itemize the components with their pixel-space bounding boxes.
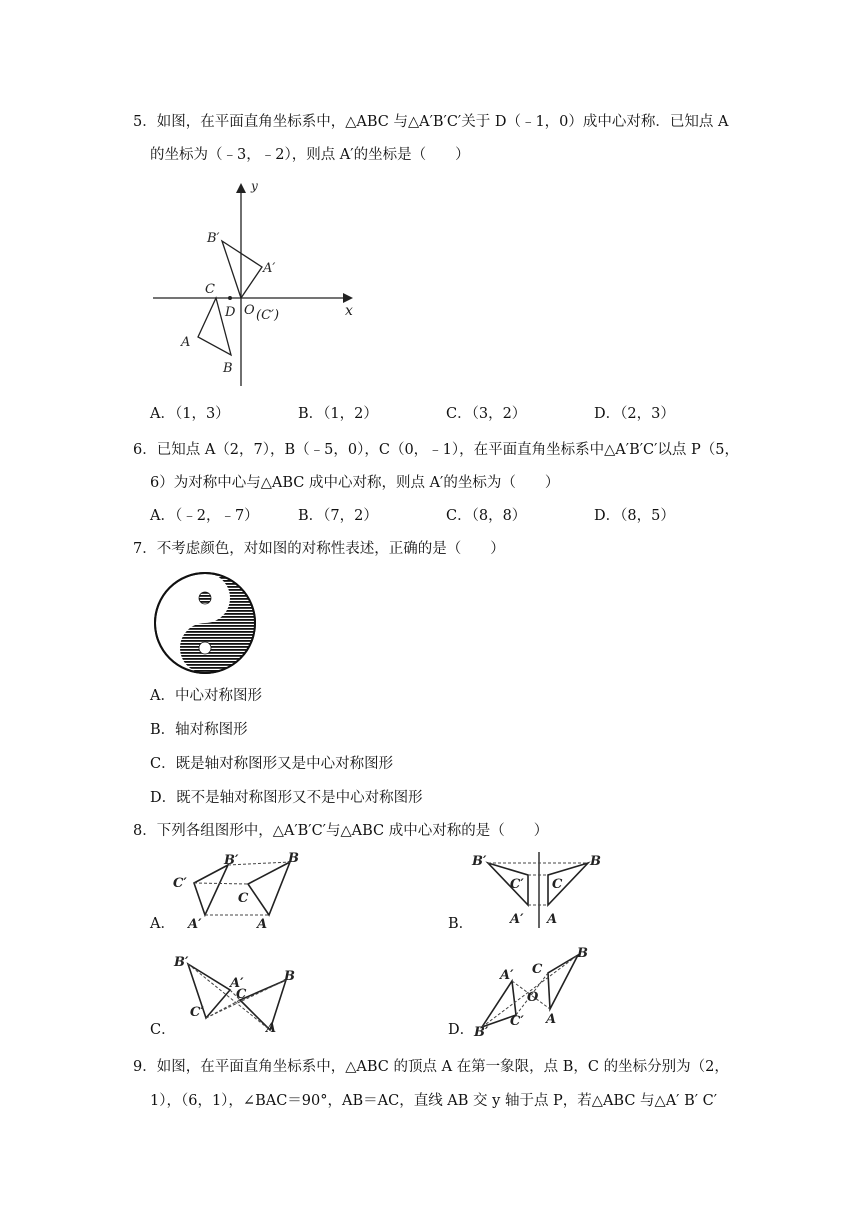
q5-option-a[interactable]: A．（1，3） — [150, 406, 230, 422]
svg-text:A: A — [257, 917, 268, 932]
q5-option-b[interactable]: B．（1，2） — [298, 406, 378, 422]
q7-option-d[interactable]: D．既不是轴对称图形又不是中心对称图形 — [150, 790, 423, 806]
label-a: A — [181, 335, 191, 350]
label-b: B — [223, 361, 233, 376]
q6-option-d[interactable]: D．（8，5） — [594, 508, 675, 524]
svg-text:B′: B′ — [224, 853, 239, 868]
q8-option-a-label[interactable]: A． — [150, 916, 175, 932]
q9-text-line1: 9．如图，在平面直角坐标系中，△ABC 的顶点 A 在第一象限，点 B，C 的坐标分别为（2， — [133, 1059, 729, 1075]
q8-option-d-label[interactable]: D． — [448, 1022, 475, 1038]
svg-text:B′: B′ — [174, 955, 189, 970]
label-c: C — [205, 282, 215, 297]
svg-text:A: A — [546, 1012, 557, 1027]
svg-text:C′: C′ — [190, 1005, 204, 1020]
label-a-prime: A′ — [263, 261, 276, 276]
q5-text-line1: 5．如图，在平面直角坐标系中，△ABC 与△A′B′C′关于 D（﹣1，0）成中心对称．已知点 A — [133, 114, 729, 130]
label-o: O — [244, 303, 255, 318]
q5-text-line2: 的坐标为（﹣3，﹣2），则点 A′的坐标是（ ） — [150, 147, 470, 163]
q8-figure-d[interactable] — [470, 945, 610, 1040]
svg-text:A: A — [547, 912, 558, 927]
yin-yang-figure — [150, 571, 260, 676]
label-d: D — [225, 305, 236, 320]
svg-text:B′: B′ — [472, 854, 487, 869]
svg-text:C′: C′ — [173, 876, 187, 891]
svg-text:C: C — [532, 962, 543, 977]
svg-text:A′: A′ — [500, 968, 514, 983]
q8-option-c-label[interactable]: C． — [150, 1022, 176, 1038]
svg-text:O: O — [527, 990, 539, 1005]
svg-text:C: C — [236, 987, 247, 1002]
svg-text:B: B — [288, 851, 299, 866]
svg-text:B: B — [284, 969, 295, 984]
q5-option-c[interactable]: C．（3，2） — [446, 406, 527, 422]
q5-option-d[interactable]: D．（2，3） — [594, 406, 675, 422]
q6-option-c[interactable]: C．（8，8） — [446, 508, 527, 524]
y-axis-label: y — [251, 179, 258, 193]
label-c-prime: (C′) — [256, 308, 280, 323]
svg-text:B′: B′ — [474, 1025, 489, 1040]
label-b-prime: B′ — [207, 231, 220, 246]
q6-text-line1: 6．已知点 A（2，7），B（﹣5，0），C（0，﹣1），在平面直角坐标系中△A′B′C′以点 P（5， — [133, 442, 739, 458]
svg-text:A′: A′ — [510, 912, 524, 927]
q7-option-a[interactable]: A．中心对称图形 — [150, 688, 262, 704]
q6-option-b[interactable]: B．（7，2） — [298, 508, 378, 524]
svg-text:B: B — [577, 946, 588, 961]
svg-text:C′: C′ — [510, 877, 524, 892]
svg-text:B: B — [590, 854, 601, 869]
q9-text-line2: 1），（6，1），∠BAC＝90°，AB＝AC，直线 AB 交 y 轴于点 P，若△ABC 与△A′ B′ C′ — [150, 1093, 718, 1109]
svg-text:C′: C′ — [510, 1014, 524, 1029]
q8-text-line1: 8．下列各组图形中，△A′B′C′与△ABC 成中心对称的是（ ） — [133, 823, 549, 839]
svg-text:A′: A′ — [188, 917, 202, 932]
q8-option-b-label[interactable]: B． — [448, 916, 474, 932]
q7-text-line1: 7．不考虑颜色，对如图的对称性表述，正确的是（ ） — [133, 541, 505, 557]
q8-figure-a[interactable] — [170, 850, 310, 930]
x-axis-label: x — [345, 303, 353, 319]
svg-text:C: C — [552, 877, 563, 892]
q6-option-a[interactable]: A．（﹣2，﹣7） — [150, 508, 259, 524]
q7-option-c[interactable]: C．既是轴对称图形又是中心对称图形 — [150, 756, 394, 772]
q8-figure-b[interactable] — [470, 850, 610, 930]
q7-option-b[interactable]: B．轴对称图形 — [150, 722, 248, 738]
q6-text-line2: 6）为对称中心与△ABC 成中心对称，则点 A′的坐标为（ ） — [150, 475, 560, 491]
q5-coordinate-figure — [145, 178, 375, 388]
svg-text:C: C — [238, 891, 249, 906]
q8-figure-c[interactable] — [170, 950, 310, 1035]
svg-text:A′: A′ — [230, 976, 244, 991]
svg-text:A: A — [266, 1021, 277, 1036]
